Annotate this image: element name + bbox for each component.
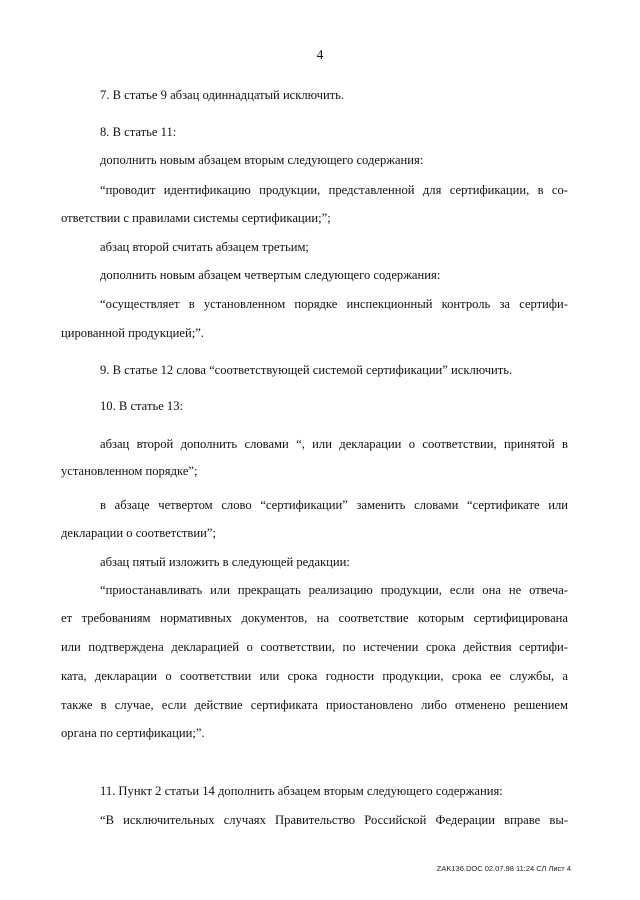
text-line: дополнить новым абзацем четвертым следующего содержания: <box>100 268 441 282</box>
text-line: или подтверждена декларацией о соответствии, по истечении срока действия сертифи- <box>61 640 568 654</box>
text-line: цированной продукцией;”. <box>61 326 204 340</box>
page-number: 4 <box>316 47 324 62</box>
text-line: абзац второй считать абзацем третьим; <box>100 240 309 254</box>
text-line: также в случае, если действие сертификата приостановлено либо отменено решением <box>61 698 568 712</box>
text-line: дополнить новым абзацем вторым следующего содержания: <box>100 153 424 167</box>
text-line: в абзаце четвертом слово “сертификации” заменить словами “сертификате или <box>100 498 568 512</box>
text-line: декларации о соответствии”; <box>61 526 216 540</box>
text-line: ответствии с правилами системы сертификации;”; <box>61 211 331 225</box>
text-line: “осуществляет в установленном порядке инспекционный контроль за сертифи- <box>100 297 568 311</box>
text-line: “В исключительных случаях Правительство Российской Федерации вправе вы- <box>100 813 568 827</box>
text-line: ката, декларации о соответствии или срока годности продукции, срока ее службы, а <box>61 669 568 683</box>
text-line: “приостанавливать или прекращать реализацию продукции, если она не отвеча- <box>100 583 568 597</box>
text-line: 7. В статье 9 абзац одиннадцатый исключить. <box>100 88 345 102</box>
document-footer: ZAK136.DOC 02.07.98 11:24 СЛ Лист 4 <box>436 864 571 873</box>
text-line: органа по сертификации;”. <box>61 726 205 740</box>
text-line: 9. В статье 12 слова “соответствующей системой сертификации” исключить. <box>100 363 513 377</box>
text-line: 10. В статье 13: <box>100 399 184 413</box>
text-line: абзац второй дополнить словами “, или декларации о соответствии, принятой в <box>100 437 568 451</box>
text-line: 8. В статье 11: <box>100 125 177 139</box>
text-line: ет требованиям нормативных документов, на соответствие которым сертифицирована <box>61 611 568 625</box>
text-line: “проводит идентификацию продукции, представленной для сертификации, в со- <box>100 183 568 197</box>
text-line: абзац пятый изложить в следующей редакции: <box>100 555 350 569</box>
text-line: установленном порядке”; <box>61 464 198 478</box>
text-line: 11. Пункт 2 статьи 14 дополнить абзацем вторым следующего содержания: <box>100 784 503 798</box>
